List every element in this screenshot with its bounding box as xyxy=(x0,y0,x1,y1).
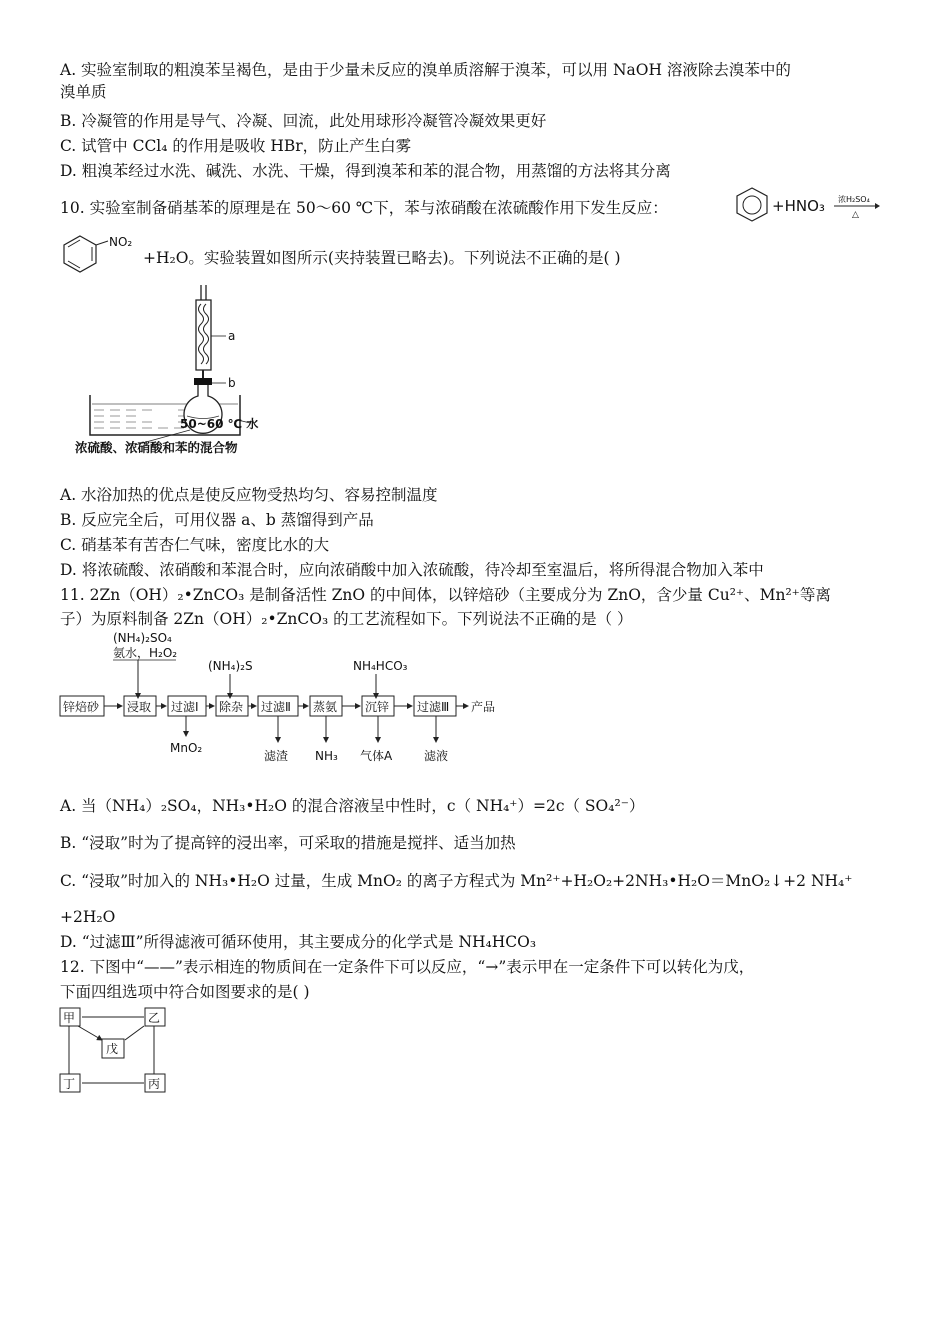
input-ammonia-h2o2: 氨水，H₂O₂ xyxy=(113,646,178,660)
hno3-text: +HNO₃ xyxy=(772,197,825,215)
input-ammonium-sulfide: (NH₄)₂S xyxy=(208,659,253,673)
q10-option-b: B. 反应完全后，可用仪器 a、b 蒸馏得到产品 xyxy=(60,511,374,529)
flow-product: 产品 xyxy=(471,700,496,714)
q9-option-d: D. 粗溴苯经过水洗、碱洗、水洗、干燥，得到溴苯和苯的混合物，用蒸馏的方法将其分离 xyxy=(60,162,671,180)
q10-option-a: A. 水浴加热的优点是使反应物受热均匀、容易控制温度 xyxy=(60,486,438,504)
node-yi: 乙 xyxy=(148,1011,161,1025)
flow-box-filtration-1: 过滤Ⅰ xyxy=(171,700,199,714)
q11-option-c: C. “浸取”时加入的 NH₃•H₂O 过量，生成 MnO₂ 的离子方程式为 Mn²⁺+H₂O₂+2NH₃•H₂O＝MnO₂↓+2 NH₄⁺ xyxy=(60,872,853,890)
benzene-ring-icon xyxy=(64,236,96,272)
node-ding: 丁 xyxy=(63,1077,76,1091)
substance-relation-diagram xyxy=(58,1006,170,1094)
q11-stem-line1: 11. 2Zn（OH）₂•ZnCO₃ 是制备活性 ZnO 的中间体，以锌焙砂（主要成分为 ZnO，含少量 Cu²⁺、Mn²⁺等离 xyxy=(60,586,831,604)
q10-stem-line1: 10. 实验室制备硝基苯的原理是在 50～60 ℃下，苯与浓硝酸在浓硫酸作用下发生反应： xyxy=(60,199,668,217)
q11-stem-line2: 子）为原料制备 2Zn（OH）₂•ZnCO₃ 的工艺流程如下。下列说法不正确的是（ ） xyxy=(60,610,633,628)
q10-reaction-equation xyxy=(730,184,890,226)
output-filtrate: 滤液 xyxy=(424,749,449,763)
input-ammonium-bicarbonate: NH₄HCO₃ xyxy=(353,659,408,673)
zinc-process-flowchart xyxy=(58,630,518,770)
condenser-a xyxy=(196,285,211,378)
q11-option-c-continued: +2H₂O xyxy=(60,908,116,926)
output-mno2: MnO₂ xyxy=(170,741,203,755)
label-b: b xyxy=(228,376,236,390)
q11-option-a: A. 当（NH₄）₂SO₄，NH₃•H₂O 的混合溶液呈中性时，c（ NH₄⁺）=2c（ SO₄²⁻） xyxy=(60,797,645,815)
node-bing: 丙 xyxy=(148,1077,161,1091)
q10-option-d: D. 将浓硫酸、浓硝酸和苯混合时，应向浓硝酸中加入浓硫酸，待冷却至室温后，将所得混合物加入苯中 xyxy=(60,561,764,579)
nitrobenzene-apparatus-figure xyxy=(70,280,290,462)
output-gas-a: 气体A xyxy=(360,749,393,763)
flow-box-ammonia-evaporation: 蒸氨 xyxy=(313,700,338,714)
q10-option-c: C. 硝基苯有苦杏仁气味，密度比水的大 xyxy=(60,536,330,554)
water-temp-label: 50~60 ℃ 水 xyxy=(180,417,259,431)
mixture-caption: 浓硫酸、浓硝酸和苯的混合物 xyxy=(75,440,238,455)
label-a: a xyxy=(228,329,236,343)
input-ammonium-sulfate: (NH₄)₂SO₄ xyxy=(113,631,172,645)
q12-stem-line2: 下面四组选项中符合如图要求的是( ) xyxy=(60,983,310,1001)
node-jia: 甲 xyxy=(63,1011,76,1025)
q11-option-b: B. “浸取”时为了提高锌的浸出率，可采取的措施是搅拌、适当加热 xyxy=(60,834,516,852)
q9-option-a: A. 实验室制取的粗溴苯呈褐色，是由于少量未反应的溴单质溶解于溴苯，可以用 NaOH 溶液除去溴苯中的 溴单质 xyxy=(60,61,791,101)
reaction-condition-bottom: △ xyxy=(852,210,859,220)
benzene-ring-icon xyxy=(737,188,767,221)
nitrobenzene-structure xyxy=(58,232,148,276)
flow-box-zinc-calcine: 锌焙砂 xyxy=(63,700,100,714)
output-filter-residue: 滤渣 xyxy=(264,749,289,763)
q12-stem-line1: 12. 下图中“——”表示相连的物质间在一定条件下可以反应，“→”表示甲在一定条件下可以转化为戊， xyxy=(60,958,755,976)
stopper xyxy=(194,378,212,385)
reaction-condition-top: 浓H₂SO₄ xyxy=(838,195,870,204)
flow-box-filtration-2: 过滤Ⅱ xyxy=(261,700,291,714)
q9-option-b: B. 冷凝管的作用是导气、冷凝、回流，此处用球形冷凝管冷凝效果更好 xyxy=(60,112,547,130)
node-wu: 戊 xyxy=(106,1042,119,1056)
flow-box-filtration-3: 过滤Ⅲ xyxy=(417,700,450,714)
q9-option-c: C. 试管中 CCl₄ 的作用是吸收 HBr，防止产生白雾 xyxy=(60,137,412,155)
q10-stem-line2: +H₂O。实验装置如图所示(夹持装置已略去)。下列说法不正确的是( ) xyxy=(143,249,621,267)
q11-option-d: D. “过滤Ⅲ”所得滤液可循环使用，其主要成分的化学式是 NH₄HCO₃ xyxy=(60,933,537,951)
flow-box-zinc-precipitation: 沉锌 xyxy=(365,700,390,714)
no2-group-text: NO₂ xyxy=(109,235,133,249)
output-nh3: NH₃ xyxy=(315,749,338,763)
flow-box-impurity-removal: 除杂 xyxy=(219,700,244,714)
flow-box-leaching: 浸取 xyxy=(127,700,152,714)
